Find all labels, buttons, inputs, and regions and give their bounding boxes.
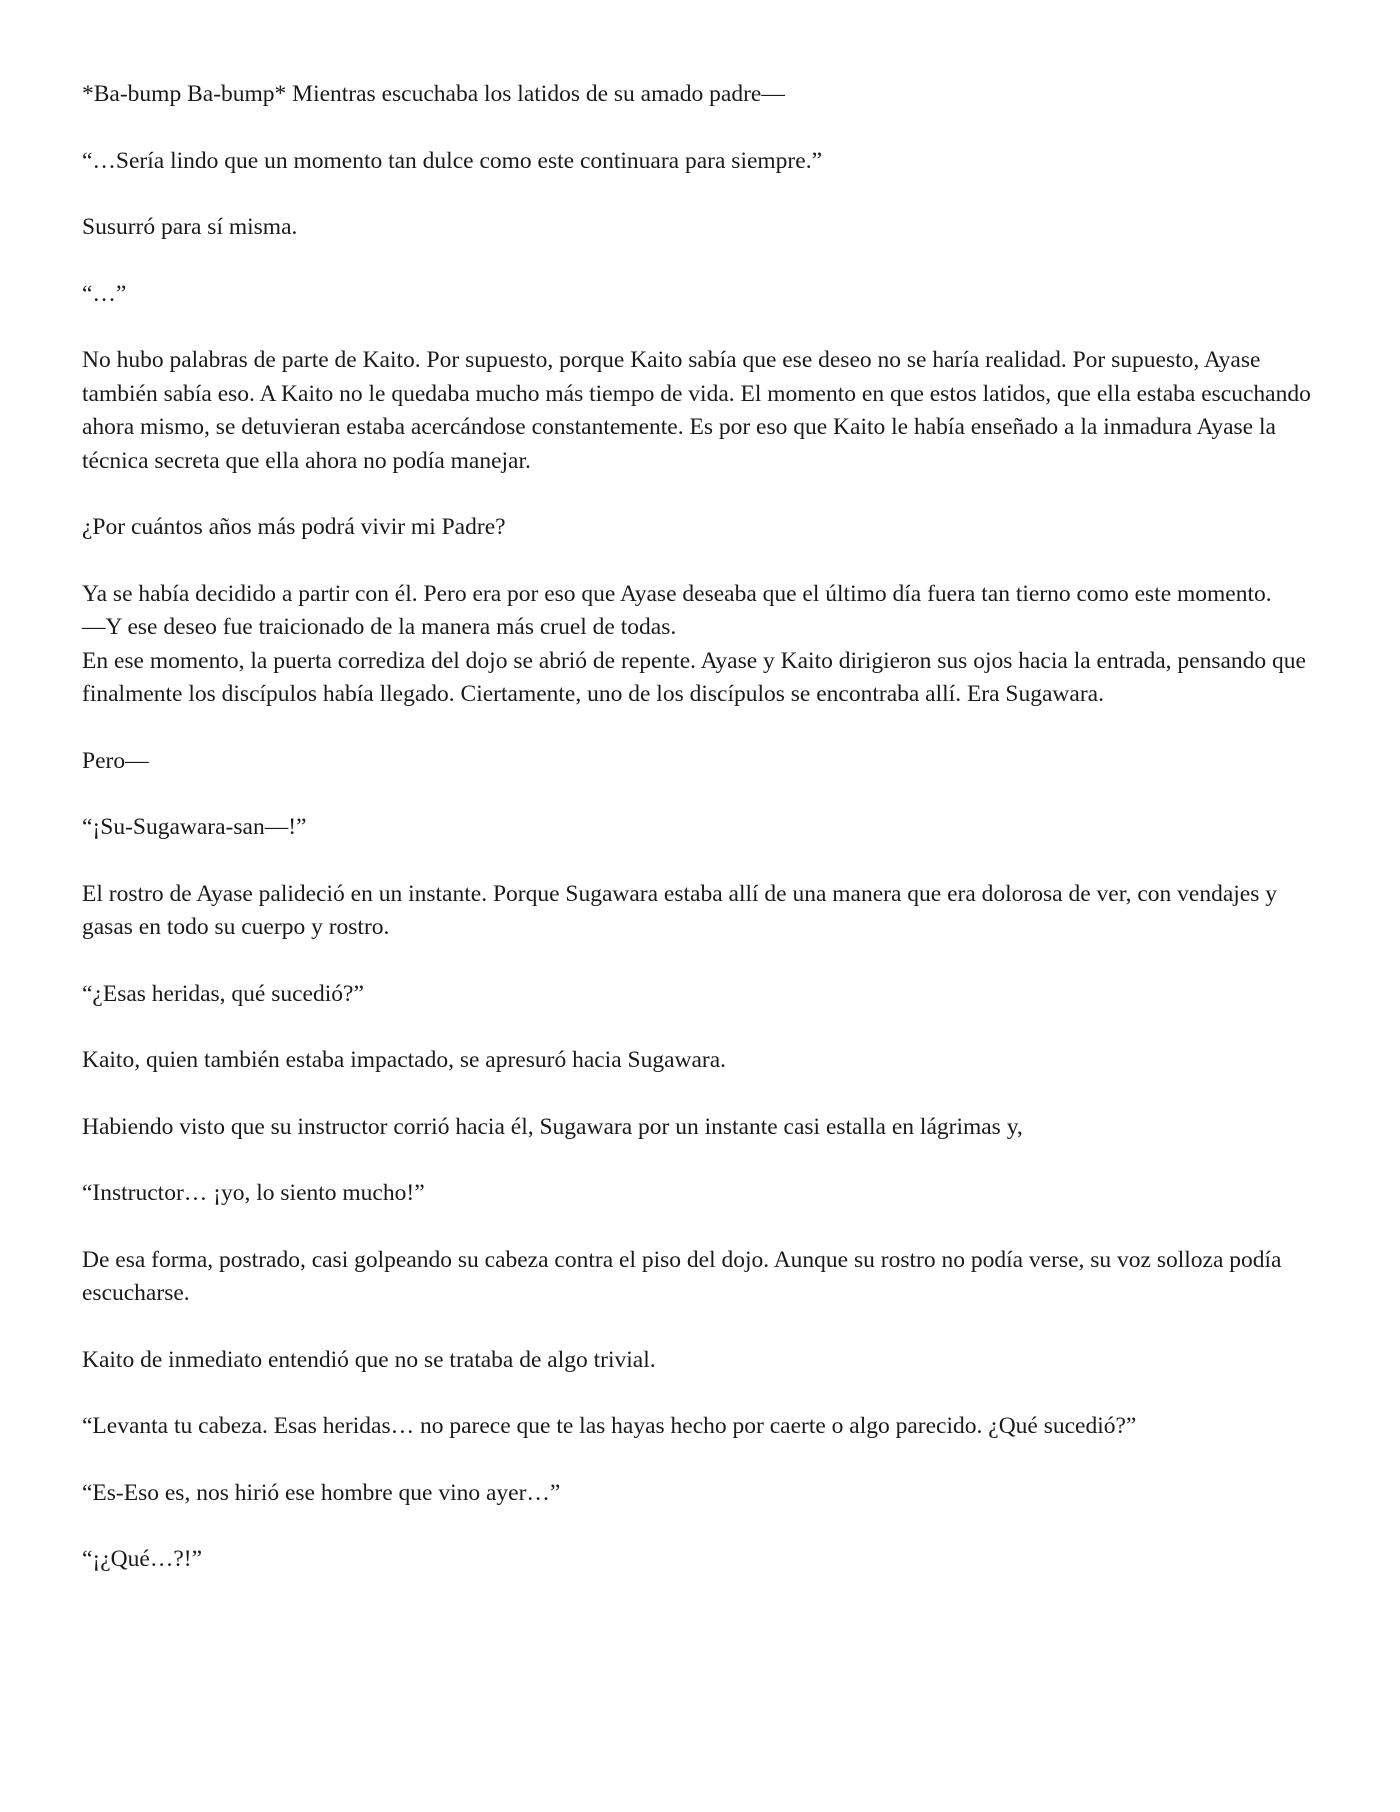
paragraph: “…” <box>82 280 127 307</box>
paragraph: No hubo palabras de parte de Kaito. Por supuesto, porque Kaito sabía que ese deseo no se haría realidad. Por supuesto, Ayase también sabía eso. A Kaito no le quedaba mucho más tiempo de vida. El momento en que estos latidos, que ella estaba escuchando ahora mismo, se detuvieran estaba acercándose constantemente. Es por eso que Kaito le había enseñado a la inmadura Ayase la técnica secreta que ella ahora no podía manejar. <box>82 347 1311 474</box>
paragraph: Ya se había decidido a partir con él. Pero era por eso que Ayase deseaba que el último día fuera tan tierno como este momento. <box>82 580 1272 607</box>
paragraph: De esa forma, postrado, casi golpeando su cabeza contra el piso del dojo. Aunque su rostro no podía verse, su voz solloza podía escucharse. <box>82 1246 1282 1306</box>
paragraph: *Ba-bump Ba-bump* Mientras escuchaba los latidos de su amado padre— <box>82 81 785 107</box>
paragraph: “Instructor… ¡yo, lo siento mucho!” <box>82 1180 425 1206</box>
paragraph: Kaito de inmediato entendió que no se trataba de algo trivial. <box>82 1346 656 1373</box>
document-page <box>82 78 1332 1610</box>
paragraph: “…Sería lindo que un momento tan dulce como este continuara para siempre.” <box>82 147 822 174</box>
paragraph: “Levanta tu cabeza. Esas heridas… no parece que te las hayas hecho por caerte o algo parecido. ¿Qué sucedió?” <box>82 1413 1137 1439</box>
paragraph: “¡Su-Sugawara-san—!” <box>82 814 307 840</box>
paragraph: En ese momento, la puerta corrediza del dojo se abrió de repente. Ayase y Kaito dirigieron sus ojos hacia la entrada, pensando que finalmente los discípulos había llegado. Ciertamente, uno de los discípulos se encontraba allí. Era Sugawara. <box>82 647 1306 707</box>
paragraph: “Es-Eso es, nos hirió ese hombre que vino ayer…” <box>82 1479 561 1506</box>
paragraph: “¿Esas heridas, qué sucedió?” <box>82 980 364 1007</box>
paragraph: Habiendo visto que su instructor corrió hacia él, Sugawara por un instante casi estalla en lágrimas y, <box>82 1113 1023 1140</box>
paragraph: El rostro de Ayase palideció en un instante. Porque Sugawara estaba allí de una manera que era dolorosa de ver, con vendajes y gasas en todo su cuerpo y rostro. <box>82 880 1277 940</box>
paragraph: Pero— <box>82 747 149 774</box>
paragraph: Kaito, quien también estaba impactado, se apresuró hacia Sugawara. <box>82 1047 727 1073</box>
paragraph: Susurró para sí misma. <box>82 214 298 240</box>
paragraph: ¿Por cuántos años más podrá vivir mi Padre? <box>82 514 506 540</box>
paragraph: —Y ese deseo fue traicionado de la manera más cruel de todas. <box>82 614 677 640</box>
paragraph: “¡¿Qué…?!” <box>82 1546 203 1572</box>
